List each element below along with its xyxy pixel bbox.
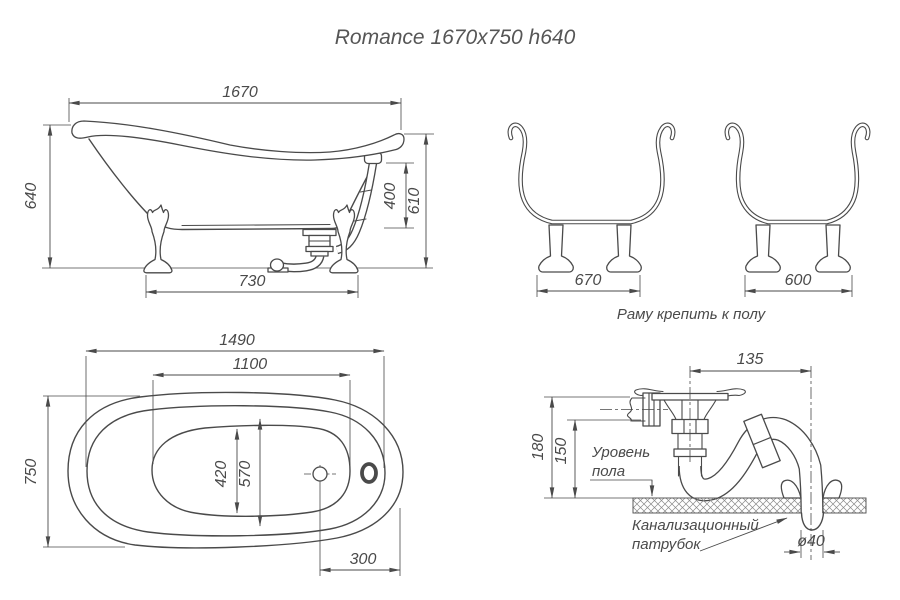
dim-top-inner-width xyxy=(237,419,260,526)
frame-caption: Раму крепить к полу xyxy=(616,306,766,323)
dim-text-135: 135 xyxy=(736,351,764,368)
floor-hatch-right xyxy=(823,498,866,513)
siphon-bell xyxy=(271,259,284,271)
label-floor-line1: Уровень xyxy=(592,444,651,461)
dim-text-1490: 1490 xyxy=(219,332,255,349)
tub-bottom-inner-line xyxy=(182,225,330,226)
dim-text-640: 640 xyxy=(23,182,40,210)
dim-text-600: 600 xyxy=(784,272,812,289)
dim-text-570: 570 xyxy=(237,460,254,488)
pipe-collar-right xyxy=(823,480,842,498)
bathtub-side-profile xyxy=(72,121,404,273)
dim-pipe-diameter xyxy=(784,530,840,558)
sewer-label xyxy=(632,517,787,553)
drain-hole xyxy=(313,467,327,481)
frame-leg xyxy=(746,225,781,272)
frame-narrow xyxy=(727,125,868,297)
dim-text-670: 670 xyxy=(574,272,602,289)
drain-flange xyxy=(303,230,336,236)
dim-text-400: 400 xyxy=(382,182,399,210)
dim-rim-height xyxy=(404,134,434,268)
frame-views xyxy=(510,125,868,323)
drain-siphon-side xyxy=(268,230,336,273)
dim-text-180: 180 xyxy=(530,433,547,461)
drawing-title: Romance 1670x750 h640 xyxy=(334,26,576,49)
tub-rim xyxy=(72,121,404,160)
floor-hatch-left xyxy=(633,498,801,513)
dim-frame-wide xyxy=(537,272,640,297)
frame-leg xyxy=(539,225,574,272)
dim-text-d40: ø40 xyxy=(797,533,825,550)
dim-drain-offset xyxy=(320,508,400,576)
side-view xyxy=(23,84,434,298)
dim-top-bowl-width xyxy=(213,429,237,513)
frame-leg xyxy=(607,225,642,272)
pipe-collar-left xyxy=(781,480,801,498)
label-sewer-line2: патрубок xyxy=(632,536,701,553)
dim-text-420: 420 xyxy=(213,460,230,488)
dim-overall-length xyxy=(69,84,401,130)
drain-detail xyxy=(530,351,866,560)
dim-text-1100: 1100 xyxy=(232,356,268,373)
dim-text-610: 610 xyxy=(406,187,423,215)
label-floor-line2: пола xyxy=(592,463,626,480)
dim-offset-135 xyxy=(690,351,811,371)
label-sewer-line1: Канализационный xyxy=(632,517,759,534)
overflow-hole xyxy=(362,464,376,482)
floor-level-label xyxy=(590,444,652,496)
dim-feet-span xyxy=(146,273,358,298)
claw-foot-left xyxy=(144,205,172,273)
dim-text-730: 730 xyxy=(238,273,266,290)
frame-wide xyxy=(510,125,673,297)
tub-outer-contour xyxy=(68,392,403,547)
dim-frame-narrow xyxy=(745,272,852,297)
frame-leg xyxy=(816,225,851,272)
top-view xyxy=(23,332,403,576)
sewer-socket-bell xyxy=(802,512,824,530)
dim-top-outer-length xyxy=(86,332,384,468)
dim-overall-height xyxy=(23,125,71,268)
dim-text-1670: 1670 xyxy=(222,84,258,101)
dim-text-300: 300 xyxy=(349,551,377,568)
dim-text-150: 150 xyxy=(553,437,570,465)
dim-text-750: 750 xyxy=(23,458,40,486)
